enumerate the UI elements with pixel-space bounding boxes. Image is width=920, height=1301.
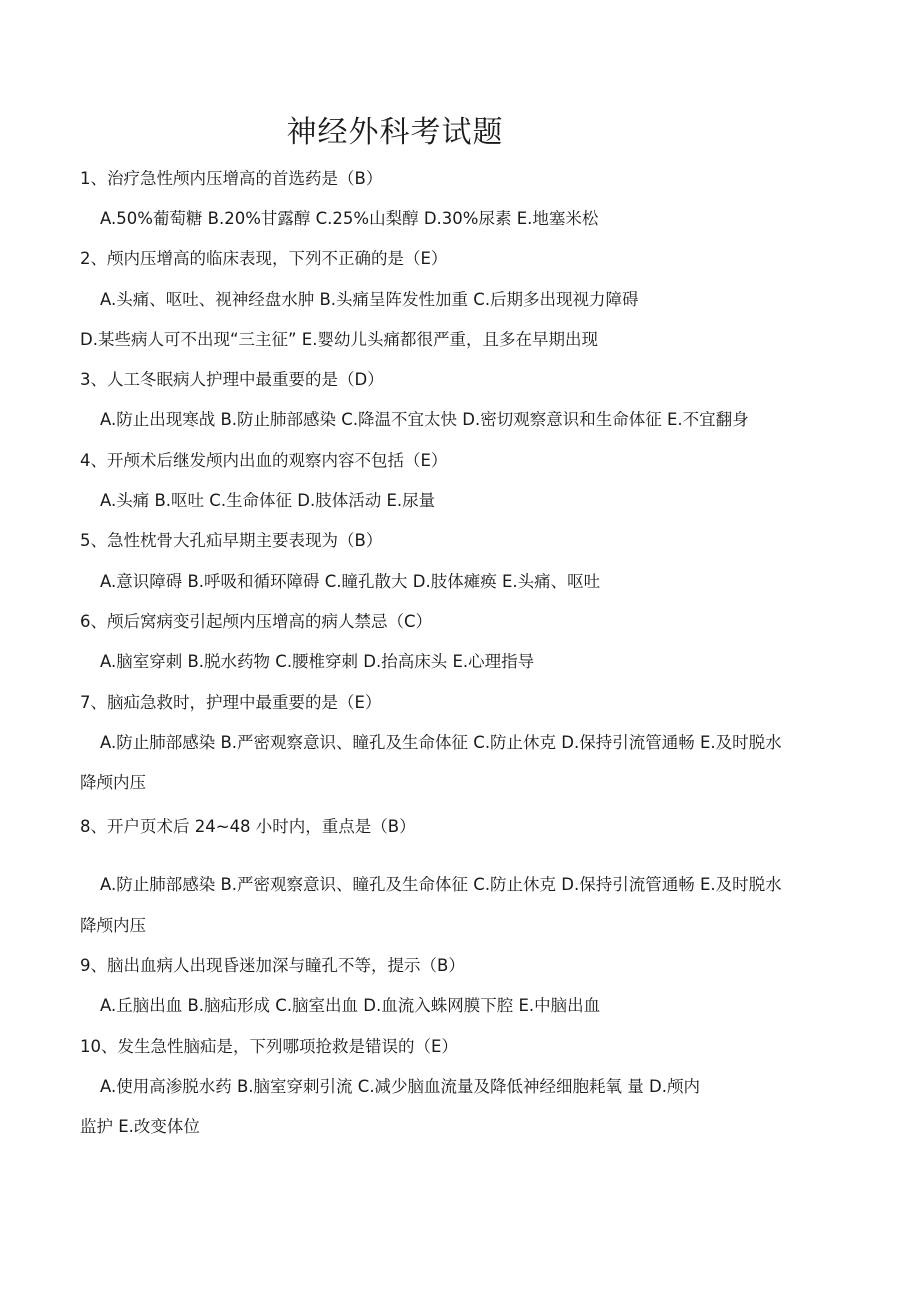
question-2-options-cont: D.某些病人可不出现“三主征” E.婴幼儿头痛都很严重，且多在早期出现 <box>80 330 598 349</box>
question-5-options: A.意识障碍 B.呼吸和循环障碍 C.瞳孔散大 D.肢体瘫痪 E.头痛、呕吐 <box>100 572 601 591</box>
question-8: 8、开户页术后 24~48 小时内，重点是（B） <box>80 817 416 836</box>
question-1-options: A.50%葡萄糖 B.20%甘露醇 C.25%山梨醇 D.30%尿素 E.地塞米松 <box>100 209 599 228</box>
question-10: 10、发生急性脑疝是，下列哪项抢救是错误的（E） <box>80 1037 458 1056</box>
question-1: 1、治疗急性颅内压增高的首选药是（B） <box>80 169 383 188</box>
question-5: 5、急性枕骨大孔疝早期主要表现为（B） <box>80 531 383 550</box>
question-6-options: A.脑室穿刺 B.脱水药物 C.腰椎穿刺 D.抬高床头 E.心理指导 <box>100 652 535 671</box>
question-8-options-cont: 降颅内压 <box>80 916 146 935</box>
question-7-options: A.防止肺部感染 B.严密观察意识、瞳孔及生命体征 C.防止休克 D.保持引流管通畅 E.及时脱水 <box>100 733 782 752</box>
question-3: 3、人工冬眠病人护理中最重要的是（D） <box>80 370 384 389</box>
question-2-options: A.头痛、呕吐、视神经盘水肿 B.头痛呈阵发性加重 C.后期多出现视力障碍 <box>100 290 639 309</box>
question-9-options: A.丘脑出血 B.脑疝形成 C.脑室出血 D.血流入蛛网膜下腔 E.中脑出血 <box>100 996 601 1015</box>
page-title: 神经外科考试题 <box>286 115 504 150</box>
question-7: 7、脑疝急救时，护理中最重要的是（E） <box>80 693 382 712</box>
question-4: 4、开颅术后继发颅内出血的观察内容不包括（E） <box>80 451 448 470</box>
question-6: 6、颅后窝病变引起颅内压增高的病人禁忌（C） <box>80 612 433 631</box>
question-10-options: A.使用高渗脱水药 B.脑室穿刺引流 C.减少脑血流量及降低神经细胞耗氧 量 D.颅内 <box>100 1077 701 1096</box>
question-4-options: A.头痛 B.呕吐 C.生命体征 D.肢体活动 E.尿量 <box>100 491 436 510</box>
question-7-options-cont: 降颅内压 <box>80 773 146 792</box>
question-2: 2、颅内压增高的临床表现，下列不正确的是（E） <box>80 249 448 268</box>
question-3-options: A.防止出现寒战 B.防止肺部感染 C.降温不宜太快 D.密切观察意识和生命体征 E.不宜翻身 <box>100 410 749 429</box>
question-8-options: A.防止肺部感染 B.严密观察意识、瞳孔及生命体征 C.防止休克 D.保持引流管通畅 E.及时脱水 <box>100 875 782 894</box>
question-10-options-cont: 监护 E.改变体位 <box>80 1117 200 1136</box>
question-9: 9、脑出血病人出现昏迷加深与瞳孔不等，提示（B） <box>80 956 465 975</box>
